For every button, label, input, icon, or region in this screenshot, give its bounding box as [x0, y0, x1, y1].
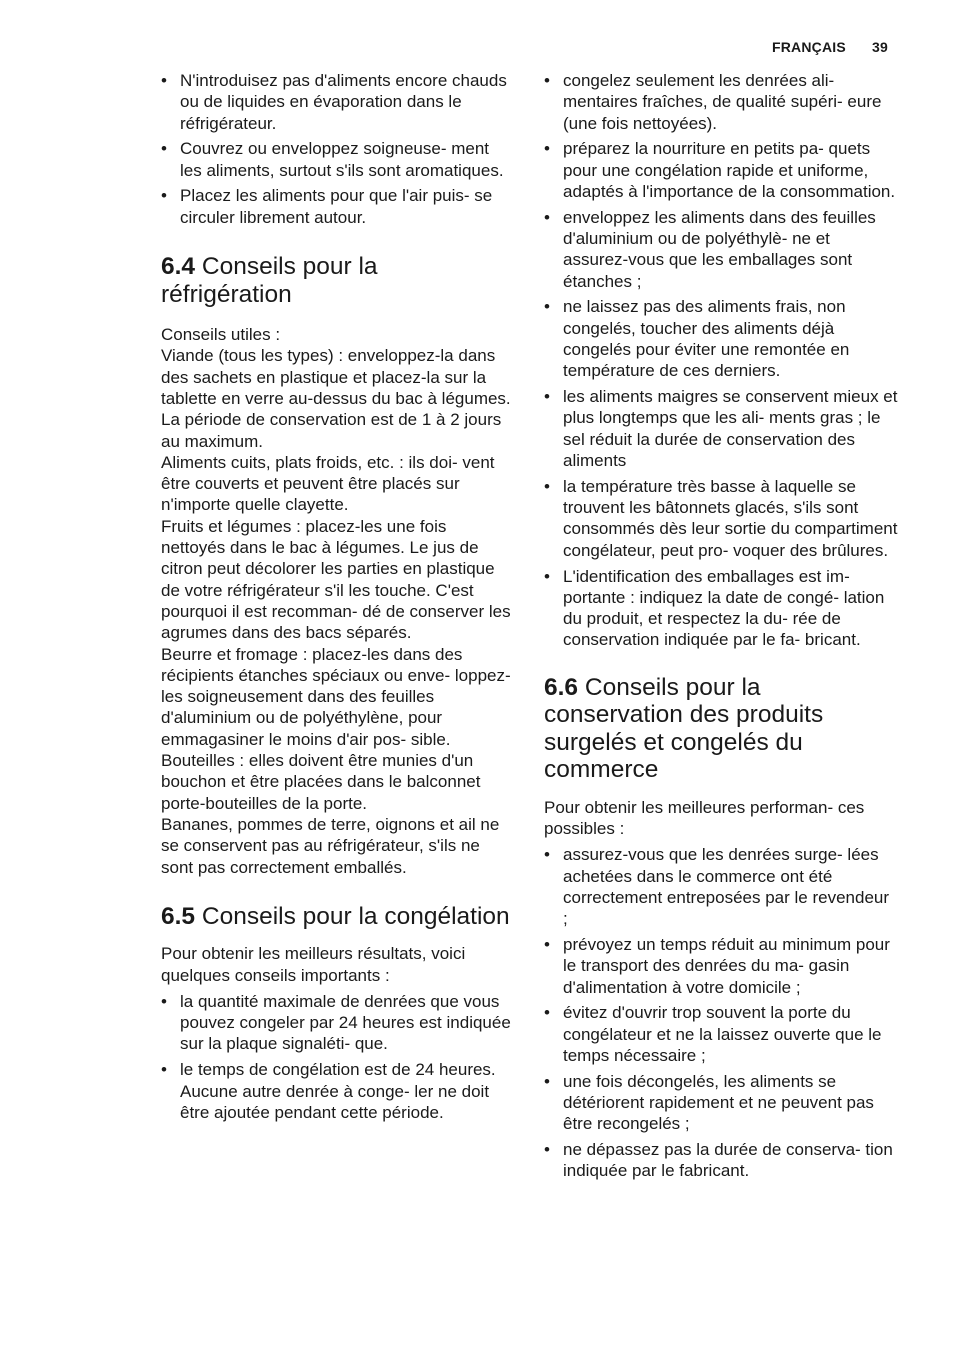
list-item: • congelez seulement les denrées ali- mentaires fraîches, de qualité supéri- eure (une fois nettoyées). — [544, 70, 898, 134]
section-number: 6.5 — [161, 902, 196, 930]
body-paragraph: Bouteilles : elles doivent être munies d'un bouchon et être placées dans le balconnet porte-bouteilles de la porte. — [161, 751, 481, 813]
body-paragraph: Beurre et fromage : placez-les dans des récipients étanches spéciaux ou enve- loppez-les soigneusement dans des feuilles d'aluminium ou de polyéthylène, pour emmagasiner le moins d'air pos- sible. — [161, 644, 511, 749]
intro-bullet-list — [161, 70, 513, 228]
section-heading-6-5 — [161, 903, 513, 931]
list-item: • Couvrez ou enveloppez soigneuse- ment les aliments, surtout s'ils sont aromatiques. — [161, 138, 513, 181]
section-6-4-body — [161, 324, 513, 878]
body-paragraph: Conseils utiles : — [161, 325, 281, 345]
header-language: FRANÇAIS — [771, 39, 846, 55]
right-column — [544, 70, 898, 1186]
section-heading-6-4 — [161, 253, 513, 308]
list-item: • les aliments maigres se conservent mieux et plus longtemps que les ali- ments gras ; le sel réduit la durée de conservation des aliments — [544, 386, 898, 471]
section-heading-6-6 — [544, 674, 898, 784]
page-header — [772, 39, 888, 55]
list-item: • prévoyez un temps réduit au minimum pour le transport des denrées du ma- gasin d'alimentation à votre domicile ; — [544, 934, 898, 998]
section-title: Conseils pour la réfrigération — [161, 253, 378, 308]
list-item: • N'introduisez pas d'aliments encore chauds ou de liquides en évaporation dans le réfrigérateur. — [161, 70, 513, 134]
freezing-bullet-list — [161, 991, 513, 1123]
section-title: Conseils pour la conservation des produits surgelés et congelés du commerce — [544, 673, 824, 784]
list-item: • le temps de congélation est de 24 heures. Aucune autre denrée à conge- ler ne doit être ajoutée pendant cette période. — [161, 1059, 513, 1123]
freezing-tips-list — [544, 70, 898, 651]
body-paragraph: Viande (tous les types) : enveloppez-la dans des sachets en plastique et placez-la sur la tablette en verre au-dessus du bac à légumes. — [161, 346, 511, 408]
section-intro: Pour obtenir les meilleures performan- ces possibles : — [544, 797, 865, 839]
list-item: • enveloppez les aliments dans des feuilles d'aluminium ou de polyéthylè- ne et assurez-vous que les emballages sont étanches ; — [544, 207, 898, 292]
list-item: • Placez les aliments pour que l'air puis- se circuler librement autour. — [161, 185, 513, 228]
body-paragraph: Bananes, pommes de terre, oignons et ail ne se conservent pas au réfrigérateur, s'ils ne sont pas correctement emballés. — [161, 814, 500, 877]
frozen-goods-bullet-list — [544, 844, 898, 1181]
list-item: • ne dépassez pas la durée de conserva- tion indiquée par le fabricant. — [544, 1139, 898, 1182]
list-item: • ne laissez pas des aliments frais, non congelés, toucher des aliments déjà congelés pour éviter une remontée en température de ces derniers. — [544, 296, 898, 381]
list-item: • la température très basse à laquelle se trouvent les bâtonnets glacés, s'ils sont consommés dès leur sortie du compartiment congélateur, peut pro- voquer des brûlures. — [544, 476, 898, 561]
page-number: 39 — [872, 39, 888, 55]
section-title: Conseils pour la congélation — [201, 902, 510, 930]
section-number: 6.4 — [161, 253, 196, 281]
body-paragraph: Fruits et légumes : placez-les une fois nettoyés dans le bac à légumes. Le jus de citron peut décolorer les parties en plastique de votre réfrigérateur s'il les touche. C'est pourquoi il est recomman- dé de conserver les agrumes dans des bacs séparés. — [161, 516, 511, 643]
list-item: • préparez la nourriture en petits pa- quets pour une congélation rapide et uniforme, adaptés à l'importance de la consommation. — [544, 138, 898, 202]
list-item: • évitez d'ouvrir trop souvent la porte du congélateur et ne la laissez ouverte que le temps nécessaire ; — [544, 1002, 898, 1066]
list-item: • une fois décongelés, les aliments se détériorent rapidement et ne peuvent pas être recongelés ; — [544, 1071, 898, 1135]
section-number: 6.6 — [544, 673, 579, 701]
section-intro: Pour obtenir les meilleurs résultats, voici quelques conseils importants : — [161, 944, 466, 985]
body-paragraph: Aliments cuits, plats froids, etc. : ils doi- vent être couverts et peuvent être placés sur n'importe quelle clayette. — [161, 452, 495, 515]
list-item: • L'identification des emballages est im- portante : indiquez la date de congé- lation du produit, et respectez la du- rée de conservation indiquée par le fa- bricant. — [544, 566, 898, 651]
list-item: • la quantité maximale de denrées que vous pouvez congeler par 24 heures est indiquée sur la plaque signaléti- que. — [161, 991, 513, 1055]
list-item: • assurez-vous que les denrées surge- lées achetées dans le commerce ont été correctement entreposées par le revendeur ; — [544, 844, 898, 929]
left-column — [161, 70, 513, 1128]
body-paragraph: La période de conservation est de 1 à 2 jours au maximum. — [161, 410, 502, 451]
